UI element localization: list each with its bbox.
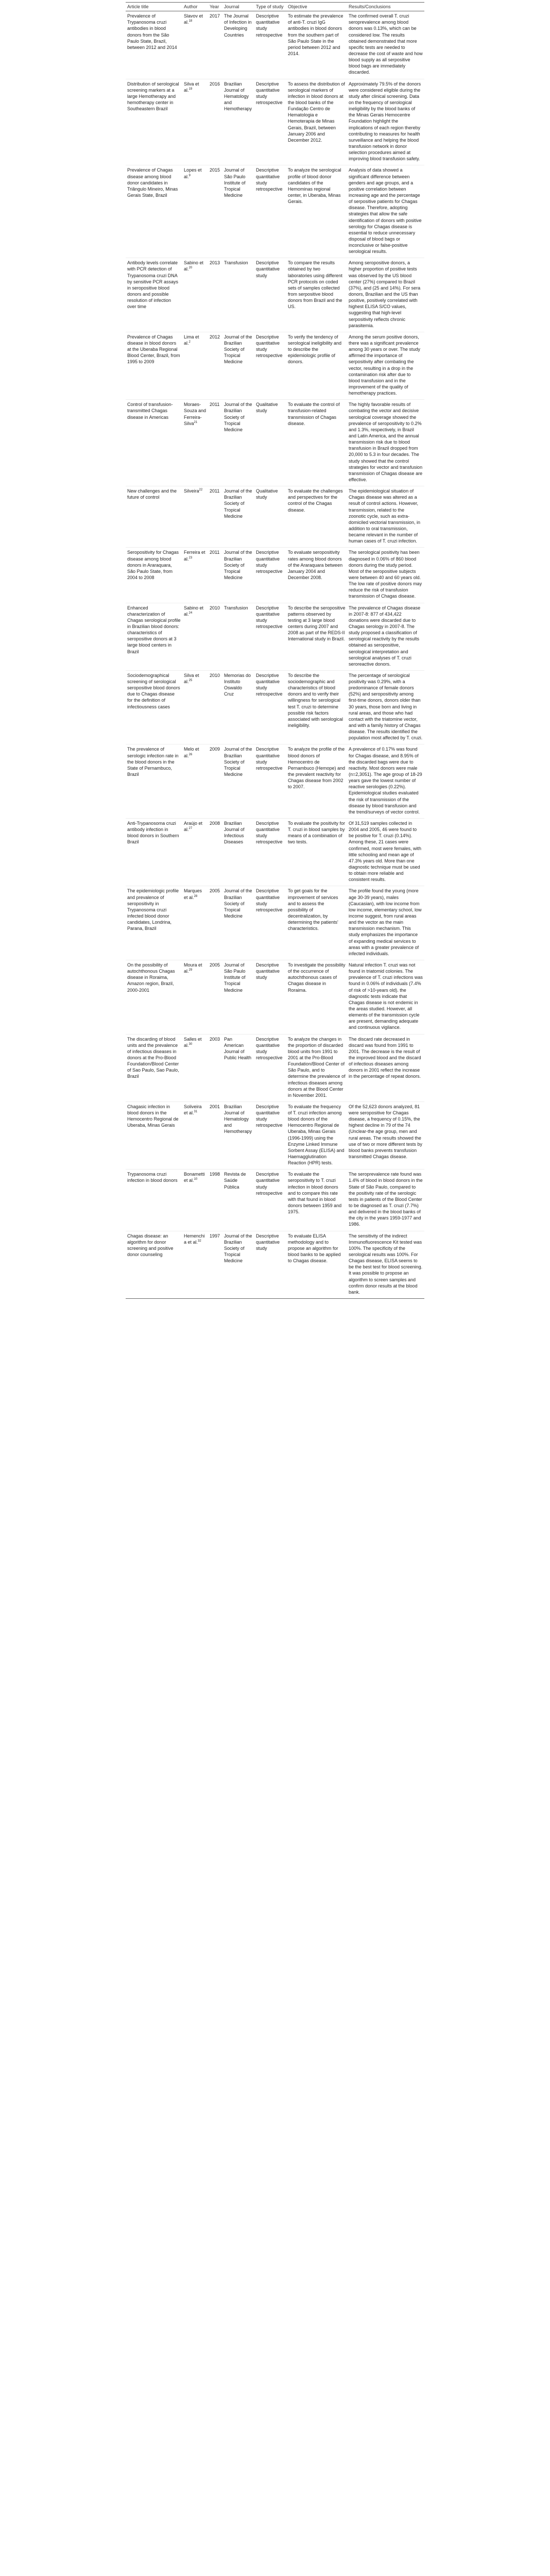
article-title-cell: The epidemiologic profile and prevalence of seropositivity in Trypanosoma cruzi infected blood donor candidates, Londrina, Parana, Brazil <box>126 886 182 960</box>
author-cell <box>182 548 208 603</box>
results-cell: The discard rate decreased in discard was found from 1991 to 2001. The decrease is the result of the improved blood and the discard of infectious diseases among donors in 2001 reflect the increase in the percentage of repeat donors. <box>347 1034 424 1101</box>
type-of-study-cell: Descriptive quantitative study retrospective <box>254 1170 286 1231</box>
author-cell <box>182 79 208 165</box>
objective-cell: To evaluate ELISA methodology and to propose an algorithm for blood banks to be applied to Chagas disease. <box>286 1231 347 1298</box>
results-cell: Natural infection T. cruzi was not found in triatomid colonies. The prevalence of T. cruzi infections was found in 0.06% of individuals (7.4% of risk of >10-years old). the diagnostic tests indicate that Chagas disease is not endemic in the areas studied. However, all elements of the transmission cycle are present, demanding adequate and continuous vigilance. <box>347 960 424 1034</box>
type-of-study-cell: Descriptive quantitative study retrospective <box>254 670 286 744</box>
header-objective: Objective <box>286 3 347 11</box>
journal-cell: Memorias do Instituto Oswaldo Cruz <box>222 670 254 744</box>
year-cell: 2001 <box>208 1101 222 1169</box>
article-title-cell: Enhanced characterization of Chagas serological profile in Brazilian blood donors: characteristics of seropositive donors at 3 large blood centers in Brazil <box>126 603 182 670</box>
article-title-cell: Sociodemographical screening of serological seropositive blood donors due to Chagas disease for the definition of infectiousness cases <box>126 670 182 744</box>
author-name: Araújo et al. <box>184 821 203 833</box>
article-title-cell: Distribution of serological screening markers at a large Hemotherapy and hemotherapy center in Southeastern Brazil <box>126 79 182 165</box>
reference-number: 29 <box>188 969 193 972</box>
type-of-study-cell: Descriptive quantitative study retrospective <box>254 603 286 670</box>
table-header-row <box>126 3 424 11</box>
table-row <box>126 960 424 1034</box>
reference-number: 24 <box>188 611 193 615</box>
reference-number: 20 <box>188 266 193 270</box>
table-row <box>126 1101 424 1169</box>
header-journal: Journal <box>222 3 254 11</box>
header-author: Author <box>182 3 208 11</box>
objective-cell: To analyze the profile of the blood donors of Hemocentro de Pernambuco (Hemope) and the prevalent reactivity for Chagas disease from 2002 to 2007. <box>286 744 347 819</box>
year-cell: 2012 <box>208 332 222 399</box>
author-name: Moura et al. <box>184 962 202 974</box>
article-title-cell: Prevalence of Trypanosoma cruzi antibodies in blood donors from the São Paulo State, Brazil, between 2012 and 2014 <box>126 11 182 79</box>
author-cell <box>182 1170 208 1231</box>
header-results-conclusions: Results/Conclusions <box>347 3 424 11</box>
year-cell: 2005 <box>208 960 222 1034</box>
year-cell: 2015 <box>208 165 222 258</box>
type-of-study-cell: Qualitative study <box>254 400 286 486</box>
author-cell <box>182 11 208 79</box>
article-title-cell: Seropositivity for Chagas disease among blood donors in Araraquara, São Paulo State, from 2004 to 2008 <box>126 548 182 603</box>
article-title-cell: Control of transfusion-transmitted Chagas disease in Americas <box>126 400 182 486</box>
author-cell <box>182 819 208 886</box>
article-title-cell: Chagasic infection in blood donors in the Hemocentro Regional de Uberaba, Minas Gerais <box>126 1101 182 1169</box>
year-cell: 2017 <box>208 11 222 79</box>
objective-cell: To evaluate the control of transfusion-related transmission of Chagas disease. <box>286 400 347 486</box>
reference-number: 18 <box>188 20 193 23</box>
objective-cell: To analyze the changes in the proportion of discarded blood units from 1991 to 2001 at the Pro-Blood Foundation/Blood Center of São Paulo, and to determine the prevalence of infectious diseases among donors at the Blood Center in November 2001. <box>286 1034 347 1101</box>
journal-cell: Journal of the Brazilian Society of Tropical Medicine <box>222 400 254 486</box>
article-title-cell: Chagas disease: an algorithm for donor screening and positive donor counseling <box>126 1231 182 1298</box>
objective-cell: To describe the seropositive patterns observed by testing at 3 large blood centers during 2007 and 2008 as part of the REDS-II International study in Brazil. <box>286 603 347 670</box>
objective-cell: To verify the tendency of serological ineligibility and to describe the epidemiologic profile of donors. <box>286 332 347 399</box>
author-name: Soliveira et al. <box>184 1104 202 1116</box>
year-cell: 2010 <box>208 603 222 670</box>
reference-number: 26 <box>188 753 193 756</box>
article-title-cell: New challenges and the future of control <box>126 486 182 548</box>
table-row <box>126 819 424 886</box>
journal-cell: Journal of the Brazilian Society of Tropical Medicine <box>222 886 254 960</box>
objective-cell: To analyze the serological profile of blood donor candidates of the Hemominas regional center, in Uberaba, Minas Gerais. <box>286 165 347 258</box>
objective-cell: To evaluate the seropositivity to T. cruzi infection in blood donors and to compare this rate with that found in blood donors between 1959 and 1975. <box>286 1170 347 1231</box>
reference-number: 30 <box>188 1042 193 1046</box>
reference-number: 28 <box>194 894 198 898</box>
year-cell: 2011 <box>208 548 222 603</box>
type-of-study-cell: Descriptive quantitative study retrospective <box>254 11 286 79</box>
year-cell: 2008 <box>208 819 222 886</box>
article-title-cell: The prevalence of serologic infection rate in the blood donors in the State of Pernambuco, Brazil <box>126 744 182 819</box>
journal-cell: Transfusion <box>222 603 254 670</box>
journal-cell: Brazilian Journal of Hematology and Hemotherapy <box>222 79 254 165</box>
author-name: Salles et al. <box>184 1036 202 1048</box>
results-cell: The seroprevalence rate found was 1.4% of blood in blood donors in the State of São Paulo, compared to the positivity rate of the serologic tests in patients of the Blood Center to be diagnosed as T. cruzi (7.7%) and delivered in the blood banks of the city in the years 1959-1977 and 1986. <box>347 1170 424 1231</box>
journal-cell: Journal of São Paulo Institute of Tropical Medicine <box>222 960 254 1034</box>
table-row <box>126 400 424 486</box>
objective-cell: To evaluate the positivity for T. cruzi in blood samples by means of a combination of two tests. <box>286 819 347 886</box>
header-article-title: Article title <box>126 3 182 11</box>
author-name: Melo et al. <box>184 747 199 758</box>
author-name: Sabino et al. <box>184 605 204 617</box>
table-row <box>126 1231 424 1298</box>
reference-number: 21 <box>194 420 198 424</box>
author-name: Lima et al. <box>184 334 199 346</box>
type-of-study-cell: Descriptive quantitative study retrospective <box>254 548 286 603</box>
results-cell: Approximately 79.5% of the donors were considered eligible during the study after clinical screening. Data on the frequency of serological ineligibility by the blood banks of the Minas Gerais Hemocentre Foundation highlight the implications of each region thereby contributing to measures for health surveillance and helping the blood transfusion network in donor selection procedures aimed at improving blood transfusion safety. <box>347 79 424 165</box>
year-cell: 1997 <box>208 1231 222 1298</box>
objective-cell: To evaluate the frequency of T. cruzi infection among blood donors of the Hemocentro Regional de Uberaba, Minas Gerais (1996-1999) using the Enzyme Linked Immune Sorbent Assay (ELISA) and Haemagglutination Reaction (HPR) tests. <box>286 1101 347 1169</box>
results-cell: The confirmed overall T. cruzi seroprevalence among blood donors was 0.13%, which can be considered low. The results obtained demonstrated that more specific tests are needed to decrease the cost of waste and how blood supply as all serpositive blood bags are immediately discarded. <box>347 11 424 79</box>
table-row <box>126 332 424 399</box>
reference-number: 31 <box>194 1110 198 1114</box>
table-row <box>126 79 424 165</box>
article-title-cell: On the possibility of autochthonous Chagas disease in Roraima, Amazon region, Brazil, 2000-2001 <box>126 960 182 1034</box>
literature-review-table-container <box>126 2 424 1299</box>
reference-number: 22 <box>199 488 203 492</box>
journal-cell: Pan American Journal of Public Health <box>222 1034 254 1101</box>
results-cell: Among seropositive donors, a higher proportion of positive tests was observed by the US blood center (27%) compared to Brazil (37%), and (25 and 14%). For sera donors, Brazilian and the US than positive, positively correlated with highest ELISA S/CO values, suggesting that high-level serpositivity reflects chronic parasitemia. <box>347 258 424 332</box>
author-name: Hemenchia et al. <box>184 1233 205 1245</box>
author-cell <box>182 258 208 332</box>
journal-cell: Brazilian Journal of Infectious Diseases <box>222 819 254 886</box>
author-cell <box>182 960 208 1034</box>
table-row <box>126 486 424 548</box>
author-name: Bonametti et al. <box>184 1172 205 1183</box>
year-cell: 2003 <box>208 1034 222 1101</box>
results-cell: Analysis of data showed a significant difference between genders and age groups, and a positive correlation between increasing age and the percentage of serpositive patients for Chagas disease. Therefore, adopting strategies that allow the safe identification of donors with positive serology for Chagas disease is essential to reduce unnecessary disposal of blood bags or inconclusive or false-positive serological results. <box>347 165 424 258</box>
author-name: Silveira <box>184 488 199 494</box>
objective-cell: To describe the sociodemographic and characteristics of blood donors and to verify their willingness for serological test T. cruzi to determine possible risk factors associated with serological ineligibility. <box>286 670 347 744</box>
results-cell: The epidemiological situation of Chagas disease was altered as a result of control actions. However, transmission, related to the zoonotic cycle, such as extra-domiciled vectorial transmission, in addition to oral transmission, became relevant in the number of human cases of T. cruzi infection. <box>347 486 424 548</box>
results-cell: Among the serum positive donors, there was a significant prevalence among 30 years or over. The study affirmed the importance of serpositivity after combating the vector, resulting in a drop in the contamination risk after due to blood transfusion and in the improvement of the quality of hemotherapy practices. <box>347 332 424 399</box>
journal-cell: Journal of São Paulo Institute of Tropical Medicine <box>222 165 254 258</box>
article-title-cell: Trypanosoma cruzi infection in blood donors <box>126 1170 182 1231</box>
objective-cell: To get goals for the improvement of services and to assess the possibility of decentralization, by determining the patients' characteristics. <box>286 886 347 960</box>
results-cell: Of 31,519 samples collected in 2004 and 2005, 46 were found to be positive for T. cruzi (0.14%). Among these, 21 cases were confirmed, most were females, with little schooling and mean age of 47.3% years old. More than one diagnostic technique must be used to obtain more reliable and consistent results. <box>347 819 424 886</box>
author-cell <box>182 332 208 399</box>
table-row <box>126 548 424 603</box>
type-of-study-cell: Descriptive quantitative study retrospective <box>254 886 286 960</box>
results-cell: The serological positivity has been diagnosed in 0.06% of 860 blood donors during the study period. Most of the seropositive subjects were between 40 and 60 years old. The low rate of positive donors may reduce the risk of transfusion transmission of Chagas disease. <box>347 548 424 603</box>
journal-cell: Revista de Saúde Pública <box>222 1170 254 1231</box>
journal-cell: The Journal of Infection in Developing Countries <box>222 11 254 79</box>
objective-cell: To estimate the prevalence of anti-T. cruzi IgG antibodies in blood donors from the southern part of São Paulo State in the period between 2012 and 2014. <box>286 11 347 79</box>
table-row <box>126 1034 424 1101</box>
reference-number: 9 <box>188 174 191 177</box>
article-title-cell: The discarding of blood units and the prevalence of infectious diseases in donors at the Pro-Blood Foundation/Blood Center of Sao Paulo, Sao Paulo, Brazil <box>126 1034 182 1101</box>
author-cell <box>182 886 208 960</box>
article-title-cell: Anti-Trypanosoma cruzi antibody infection in blood donors in Southern Brazil <box>126 819 182 886</box>
header-year: Year <box>208 3 222 11</box>
author-name: Lopes et al. <box>184 167 202 179</box>
journal-cell: Journal of the Brazilian Society of Tropical Medicine <box>222 486 254 548</box>
year-cell: 2009 <box>208 744 222 819</box>
reference-number: 32 <box>198 1239 201 1243</box>
journal-cell: Journal of the Brazilian Society of Tropical Medicine <box>222 744 254 819</box>
type-of-study-cell: Descriptive quantitative study retrospective <box>254 1101 286 1169</box>
author-name: Ferreira et al. <box>184 550 205 562</box>
objective-cell: To evaluate the challenges and perspectives for the control of the Chagas disease. <box>286 486 347 548</box>
table-row <box>126 11 424 79</box>
table-row <box>126 258 424 332</box>
table-row <box>126 1170 424 1231</box>
author-cell <box>182 1034 208 1101</box>
type-of-study-cell: Descriptive quantitative study <box>254 258 286 332</box>
reference-number: 27 <box>188 827 193 831</box>
results-cell: The sensitivity of the indirect Immunofluorescence Kit tested was 100%. The specificity of the serological results was 100%. For Chagas disease, ELISA seems to be the best test for blood screening. It was possible to propose an algorithm to screen samples and confirm donor results at the blood bank. <box>347 1231 424 1298</box>
year-cell: 2016 <box>208 79 222 165</box>
article-title-cell: Antibody levels correlate with PCR detection of Trypanosoma cruzi DNA by sensitive PCR assays in seropositive blood donors and possible resolution of infection over time <box>126 258 182 332</box>
objective-cell: To assess the distribution of serological markers of infection in blood donors at the blood banks of the Fundação Centro de Hematologia e Hemoterapia de Minas Gerais, Brazil, between January 2006 and December 2012. <box>286 79 347 165</box>
author-cell <box>182 670 208 744</box>
journal-cell: Brazilian Journal of Hematology and Hemotherapy <box>222 1101 254 1169</box>
author-name: Sabino et al. <box>184 260 204 272</box>
type-of-study-cell: Descriptive quantitative study retrospective <box>254 332 286 399</box>
journal-cell: Journal of the Brazilian Society of Tropical Medicine <box>222 332 254 399</box>
year-cell: 2011 <box>208 486 222 548</box>
table-row <box>126 165 424 258</box>
type-of-study-cell: Descriptive quantitative study retrospective <box>254 819 286 886</box>
type-of-study-cell: Descriptive quantitative study <box>254 1231 286 1298</box>
table-row <box>126 603 424 670</box>
author-cell <box>182 1231 208 1298</box>
type-of-study-cell: Descriptive quantitative study retrospective <box>254 744 286 819</box>
author-cell <box>182 165 208 258</box>
results-cell: A prevalence of 0.17% was found for Chagas disease, and 8.95% of the discarded bags were due to reactivity. Most donors were male (n=2,3051). The age group of 18-29 years gave the lowest number of reactive serologies (0.22%). Epidemiological studies evaluated the risk of transmission of the disease by blood transfusion and the trend/surveys of vector control. <box>347 744 424 819</box>
author-cell <box>182 1101 208 1169</box>
objective-cell: To compare the results obtained by two laboratories using different PCR protocols on coded sets of samples collected from serpositive blood donors from Brazil and the US. <box>286 258 347 332</box>
type-of-study-cell: Descriptive quantitative study retrospective <box>254 1034 286 1101</box>
article-title-cell: Prevalence of Chagas disease in blood donors at the Uberaba Regional Blood Center, Brazil, from 1995 to 2009 <box>126 332 182 399</box>
results-cell: Of the 52,623 donors analyzed, 81 were seropositive for Chagas disease, a frequency of 0.15%, the highest decline in 79 of the 74 (Unclear-the age group, men and rural areas. The results showed the use of two or more different tests by blood banks prevents transfusion transmitted Chagas disease. <box>347 1101 424 1169</box>
reference-number: 2 <box>188 341 191 344</box>
table-body <box>126 11 424 1299</box>
author-name: Silva et al. <box>184 672 199 685</box>
reference-number: 19 <box>188 87 193 91</box>
year-cell: 2013 <box>208 258 222 332</box>
author-cell <box>182 400 208 486</box>
author-cell <box>182 603 208 670</box>
table-row <box>126 886 424 960</box>
journal-cell: Journal of the Brazilian Society of Tropical Medicine <box>222 1231 254 1298</box>
author-name: Slavov et al. <box>184 13 203 25</box>
reference-number: 23 <box>188 556 193 560</box>
results-cell: The percentage of serological positivity was 0.29%, with a predominance of female donors (52%) and seropositivity among first-time donors, donors older than 30 years, those born and living in rural areas, and those who had contact with the triatomine vector, and with a family history of Chagas disease. The results identified the population most affected by T. cruzi. <box>347 670 424 744</box>
objective-cell: To evaluate seropositivity rates among blood donors of the Araraquara between January 2004 and December 2008. <box>286 548 347 603</box>
type-of-study-cell: Descriptive quantitative study <box>254 960 286 1034</box>
year-cell: 2005 <box>208 886 222 960</box>
reference-number: 25 <box>188 679 193 683</box>
journal-cell: Journal of the Brazilian Society of Tropical Medicine <box>222 548 254 603</box>
type-of-study-cell: Descriptive quantitative study retrospective <box>254 79 286 165</box>
reference-number: 10 <box>194 1178 198 1181</box>
year-cell: 1998 <box>208 1170 222 1231</box>
author-name: Marques et al. <box>184 888 202 900</box>
results-cell: The highly favorable results of combating the vector and decisive serological coverage showed the prevalence of seropositivity to 0.2% and 1.3%, respectively, in Brazil and Latin America, and the annual transmission risk due to blood transfusion in Brazil dropped from 20,000 to 5.3 in four decades. The study showed that the control strategies for vector and transfusion transmission of Chagas disease are effective. <box>347 400 424 486</box>
objective-cell: To investigate the possibility of the occurrence of autochthonous cases of Chagas disease in Roraima. <box>286 960 347 1034</box>
results-cell: The prevalence of Chagas disease in 2007-8: 877 of 434,422 donations were discarded due to Chagas serology in 2007-8. The study proposed a classification of serological reactivity by the results obtained as seropositive, serological interpretation and serological analyses of T. cruzi seroreactive donors. <box>347 603 424 670</box>
author-cell <box>182 744 208 819</box>
year-cell: 2010 <box>208 670 222 744</box>
type-of-study-cell: Descriptive quantitative study retrospective <box>254 165 286 258</box>
table-row <box>126 670 424 744</box>
literature-review-table <box>126 2 424 1299</box>
table-row <box>126 744 424 819</box>
header-type-of-study: Type of study <box>254 3 286 11</box>
journal-cell: Transfusion <box>222 258 254 332</box>
author-cell <box>182 486 208 548</box>
author-name: Silva et al. <box>184 81 199 93</box>
year-cell: 2011 <box>208 400 222 486</box>
author-name: Moraes-Souza and Ferreira-Silva <box>184 402 207 426</box>
type-of-study-cell: Qualitative study <box>254 486 286 548</box>
results-cell: The profile found the young (more age 30-39 years), males (Caucasian), with low income from low income, elementary school, low income suggest, from rural areas and the vector as the main transmission mechanism. This study emphasizes the importance of expanding medical services to areas with a greater prevalence of infected individuals. <box>347 886 424 960</box>
article-title-cell: Prevalence of Chagas disease among blood donor candidates in Triângulo Mineiro, Minas Gerais State, Brazil <box>126 165 182 258</box>
